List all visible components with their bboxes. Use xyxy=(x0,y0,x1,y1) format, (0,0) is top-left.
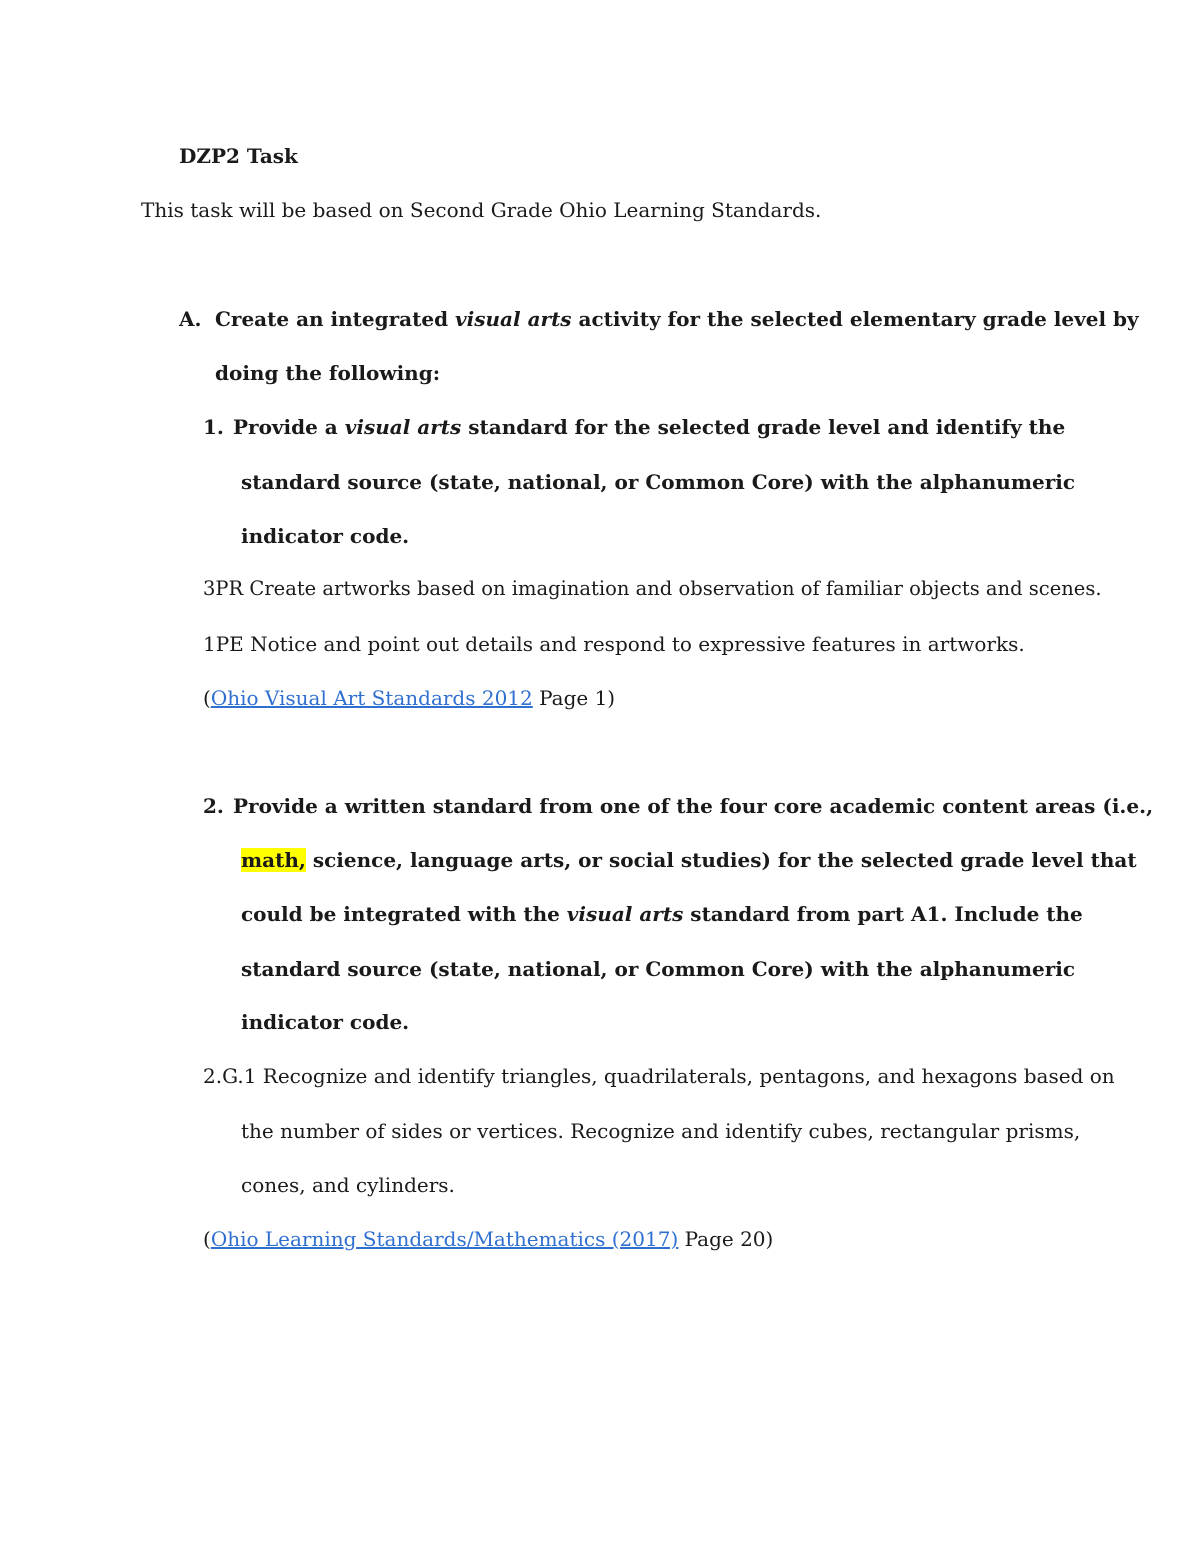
item-2-answer-line-2: the number of sides or vertices. Recognize and identify cubes, rectangular prisms, xyxy=(241,1119,1081,1143)
item-2-line-3 xyxy=(241,900,1083,928)
item-1-line-1-em: visual arts xyxy=(344,415,462,439)
intro-text: This task will be based on Second Grade Ohio Learning Standards. xyxy=(141,198,822,222)
document-title: DZP2 Task xyxy=(179,144,298,168)
item-2-answer-line-1: 2.G.1 Recognize and identify triangles, quadrilaterals, pentagons, and hexagons based on xyxy=(203,1064,1115,1088)
item-2-citation-rest: Page 20) xyxy=(678,1227,774,1251)
item-2-line-1: Provide a written standard from one of the four core academic content areas (i.e., xyxy=(233,794,1154,818)
item-1-marker: 1. xyxy=(203,415,224,439)
item-1-answer-1: 3PR Create artworks based on imagination and observation of familiar objects and scenes. xyxy=(203,577,1102,600)
section-a-line-2: doing the following: xyxy=(215,361,441,385)
item-2-line-3-em: visual arts xyxy=(566,902,684,926)
item-2-answer-line-3: cones, and cylinders. xyxy=(241,1173,455,1197)
section-a-line-1 xyxy=(215,305,1139,333)
item-1-citation xyxy=(203,684,615,712)
item-2-citation-open: ( xyxy=(203,1227,211,1251)
item-2-line-2 xyxy=(241,846,1137,874)
item-1-line-1-pre: Provide a xyxy=(233,415,345,439)
item-1-citation-open: ( xyxy=(203,686,211,710)
item-1-citation-rest: Page 1) xyxy=(532,686,616,710)
item-1-line-1 xyxy=(233,413,1065,441)
section-a-line-1-post: activity for the selected elementary grade level by xyxy=(571,307,1139,331)
item-2-marker: 2. xyxy=(203,794,224,818)
ohio-visual-art-standards-link[interactable]: Ohio Visual Art Standards 2012 xyxy=(210,686,533,710)
item-1-line-2: standard source (state, national, or Common Core) with the alphanumeric xyxy=(241,470,1076,494)
item-2-citation xyxy=(203,1225,773,1253)
item-2-line-4: standard source (state, national, or Common Core) with the alphanumeric xyxy=(241,957,1076,981)
math-highlight: math, xyxy=(241,848,306,872)
item-2-line-5: indicator code. xyxy=(241,1010,410,1034)
item-2-line-2-rest: science, language arts, or social studies) for the selected grade level that xyxy=(305,848,1137,872)
item-1-line-3: indicator code. xyxy=(241,524,410,548)
item-1-line-1-post: standard for the selected grade level and identify the xyxy=(461,415,1066,439)
section-a-marker: A. xyxy=(179,307,202,331)
item-1-answer-2: 1PE Notice and point out details and respond to expressive features in artworks. xyxy=(203,632,1025,656)
item-2-line-3-pre: could be integrated with the xyxy=(241,902,567,926)
item-2-line-3-post: standard from part A1. Include the xyxy=(683,902,1083,926)
ohio-learning-standards-math-link[interactable]: Ohio Learning Standards/Mathematics (2017) xyxy=(210,1227,679,1251)
section-a-line-1-pre: Create an integrated xyxy=(215,307,456,331)
section-a-line-1-em: visual arts xyxy=(455,307,572,331)
